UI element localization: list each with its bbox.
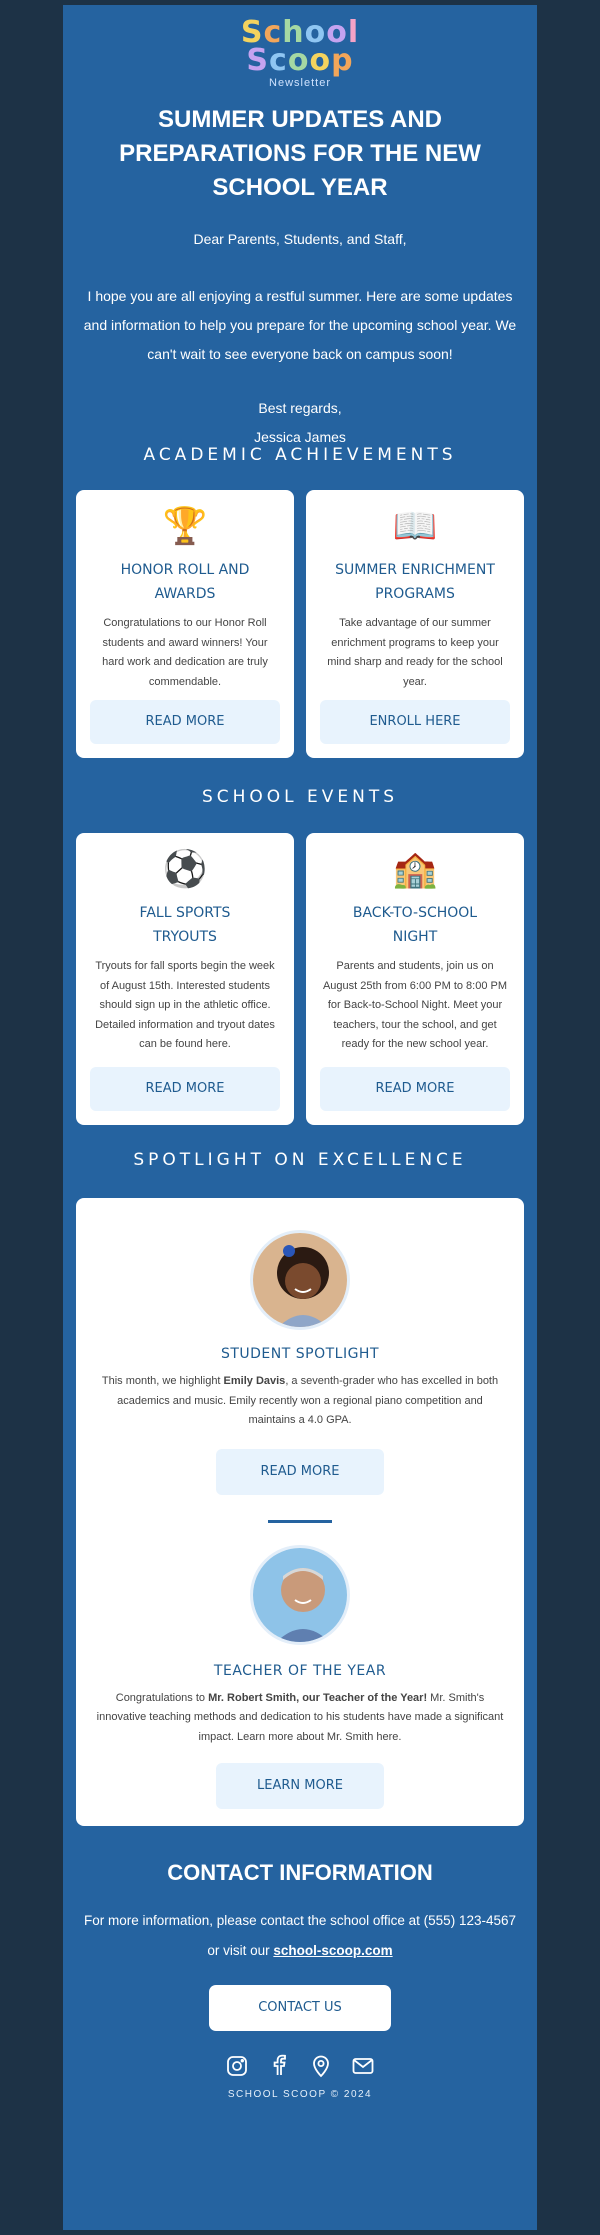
card-text: Tryouts for fall sports begin the week of August 15th. Interested students should sign up in the athletic office. Detailed information and tryout dates can be found here. [95,960,275,1050]
contact-us-button[interactable]: CONTACT US [209,1985,391,2031]
teacher-of-year-heading: TEACHER OF THE YEAR [213,1662,387,1679]
student-spotlight-heading: STUDENT SPOTLIGHT [220,1346,380,1362]
facebook-icon[interactable] [267,2054,291,2078]
signer-name: Jessica James [254,429,346,445]
card-title: SUMMER ENRICHMENT PROGRAMS [335,562,495,602]
logo-subtitle: Newsletter [269,77,331,89]
section-heading-spotlight: SPOTLIGHT ON EXCELLENCE [133,1150,467,1170]
school-icon: 🏫 [392,848,438,889]
soccer-ball-icon: ⚽ [162,848,208,889]
newsletter-title: SUMMER UPDATES AND PREPARATIONS FOR THE NEW SCHOOL YEAR [119,106,481,201]
logo-line-2: Scoop [246,43,354,78]
card-text: Take advantage of our summer enrichment programs to keep your mind sharp and ready for the school year. [327,617,503,688]
card-back-to-school [306,833,524,1125]
teacher-of-year-text: Congratulations to Mr. Robert Smith, our Teacher of the Year! Mr. Smith's innovative teaching methods and dedication to his students have made a significant impact. Learn more about Mr. Smith here. [96,1691,504,1743]
logo-line-1: School [240,15,360,50]
book-icon: 📖 [392,505,438,546]
instagram-icon[interactable] [225,2054,249,2078]
section-heading-academic: ACADEMIC ACHIEVEMENTS [143,445,457,465]
card-title: BACK-TO-SCHOOL NIGHT [352,905,478,945]
spotlight-divider [268,1520,332,1523]
card-text: Parents and students, join us on August 25th from 6:00 PM to 8:00 PM for Back-to-School Night. Meet your teachers, tour the school, and get ready for the new school year. [322,960,508,1050]
academic-cards [76,490,524,758]
student-read-more-button[interactable]: READ MORE [216,1449,384,1495]
signoff: Best regards, [258,400,342,416]
intro-text: I hope you are all enjoying a restful summer. Here are some updates and information to help you prepare for the upcoming school year. We can't wait to see everyone back on campus soon! [83,288,517,362]
read-more-button[interactable]: READ MORE [90,1067,280,1111]
contact-line-1: For more information, please contact the school office at (555) 123-4567 [84,1913,516,1928]
read-more-button[interactable]: READ MORE [320,1067,510,1111]
section-heading-events: SCHOOL EVENTS [201,787,399,807]
card-title: FALL SPORTS TRYOUTS [139,905,231,945]
newsletter-body [63,5,537,2230]
student-name: Emily Davis [223,1375,286,1387]
social-links [63,2054,537,2078]
greeting: Dear Parents, Students, and Staff, [193,231,407,247]
card-title: HONOR ROLL AND AWARDS [120,562,250,602]
card-text: Congratulations to our Honor Roll students and award winners! Your hard work and dedication are truly commendable. [102,617,268,688]
teacher-name: Mr. Robert Smith, our Teacher of the Year! [208,1691,428,1704]
card-summer-enrichment [306,490,524,758]
contact-heading: CONTACT INFORMATION [167,1860,433,1885]
card-honor-roll [76,490,294,758]
logo[interactable] [63,5,537,89]
teacher-learn-more-button[interactable]: LEARN MORE [216,1763,384,1809]
teacher-avatar [250,1545,350,1645]
website-link[interactable]: school-scoop.com [273,1943,393,1958]
card-fall-sports [76,833,294,1125]
trophy-icon: 🏆 [162,505,208,546]
contact-text [63,1906,537,1966]
footer-copyright: SCHOOL SCOOP © 2024 [227,2089,373,2100]
location-pin-icon[interactable] [309,2054,333,2078]
mail-icon[interactable] [351,2054,375,2078]
student-avatar [250,1230,350,1330]
spotlight-card [76,1198,524,1826]
read-more-button[interactable]: READ MORE [90,700,280,744]
event-cards [76,833,524,1125]
enroll-here-button[interactable]: ENROLL HERE [320,700,510,744]
contact-line-2: or visit our school-scoop.com [207,1943,393,1958]
student-spotlight-text: This month, we highlight Emily Davis, a seventh-grader who has excelled in both academics and music. Emily recently won a regional piano competition and maintains a 4.0 GPA. [101,1375,499,1426]
